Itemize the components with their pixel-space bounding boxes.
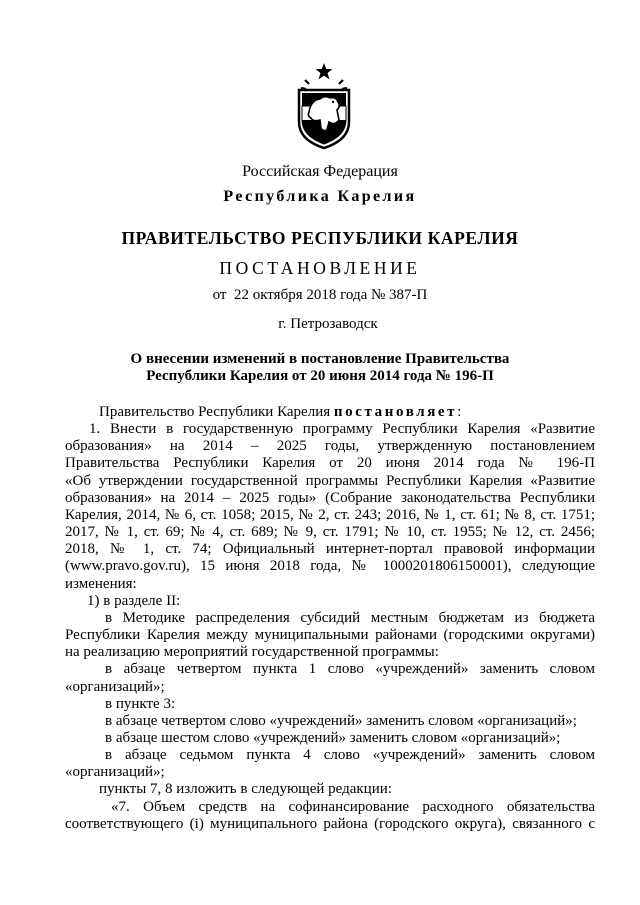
paragraph-10 — [65, 799, 595, 833]
paragraph-line: «организаций»; — [65, 764, 165, 781]
paragraph-line: в абзаце седьмом пункта 4 слово «учреждений» заменить словом — [105, 747, 595, 764]
document-body — [65, 404, 595, 833]
paragraph-2: 1) в разделе II: — [87, 592, 181, 609]
intro-paragraph — [65, 404, 595, 421]
document-city: г. Петрозаводск — [278, 316, 378, 332]
paragraph-line: Карелия, 2014, № 6, ст. 1058; 2015, № 2, ст. 243; 2016, № 1, ст. 61; № 8, ст. 1751; — [65, 506, 595, 523]
paragraph-line: 2017, № 1, ст. 69; № 4, ст. 689; № 9, ст. 1791; № 10, ст. 1955; № 12, ст. 2456; — [65, 524, 595, 541]
paragraph-line: (www.pravo.gov.ru), 15 июня 2018 года, № 1000201806150001), следующие — [65, 558, 595, 575]
intro-text: Правительство Республики Карелия — [99, 404, 334, 420]
title-line: Республики Карелия от 20 июня 2014 года № 196-П — [146, 368, 494, 384]
paragraph-line: изменения: — [65, 575, 137, 592]
paragraph-line: «7. Объем средств на софинансирование расходного обязательства — [111, 798, 595, 815]
paragraph-line: образования» на 2014 – 2025 годы, утвержденную постановлением — [65, 438, 595, 455]
karelia-coat-of-arms-icon — [293, 62, 355, 150]
title-line: О внесении изменений в постановление Правительства — [130, 351, 510, 367]
paragraph-1 — [65, 421, 595, 593]
paragraph-line: 1. Внести в государственную программу Республики Карелия «Развитие — [89, 421, 595, 438]
paragraph-line: в абзаце четвертом пункта 1 слово «учреждений» заменить словом — [105, 661, 595, 678]
paragraph-line: Республики Карелия между муниципальными районами (городскими округами) — [65, 627, 595, 644]
paragraph-7: в абзаце шестом слово «учреждений» заменить словом «организаций»; — [105, 729, 561, 746]
document-date: от 22 октября 2018 года № 387-П — [212, 287, 428, 303]
paragraph-line: на реализацию мероприятий государственной программы: — [65, 644, 439, 661]
paragraph-line: «Об утверждении государственной программы Республики Карелия «Развитие — [65, 472, 595, 489]
paragraph-3 — [65, 610, 595, 661]
paragraph-line: соответствующего (i) муниципального района (городского округа), связанного с — [65, 815, 595, 832]
intro-colon: : — [457, 404, 462, 420]
paragraph-line: в Методике распределения субсидий местным бюджетам из бюджета — [105, 609, 595, 626]
paragraph-line: 2018, № 1, ст. 74; Официальный интернет-портал правовой информации — [65, 541, 595, 558]
paragraph-8 — [65, 747, 595, 781]
paragraph-line: образования» на 2014 – 2025 годы» (Собрание законодательства Республики — [65, 489, 595, 506]
intro-keyword: постановляет — [333, 404, 458, 420]
paragraph-9: пункты 7, 8 изложить в следующей редакции: — [99, 781, 392, 798]
paragraph-4 — [65, 661, 595, 695]
paragraph-5: в пункте 3: — [105, 695, 176, 712]
paragraph-6: в абзаце четвертом слово «учреждений» заменить словом «организаций»; — [105, 712, 577, 729]
document-title — [0, 351, 640, 385]
government-name: ПРАВИТЕЛЬСТВО РЕСПУБЛИКИ КАРЕЛИЯ — [121, 228, 519, 248]
document-kind: ПОСТАНОВЛЕНИЕ — [219, 258, 421, 278]
country-name: Российская Федерация — [242, 163, 398, 180]
paragraph-line: Правительства Республики Карелия от 20 июня 2014 года № 196-П — [65, 455, 595, 472]
republic-name: Республика Карелия — [223, 188, 417, 205]
paragraph-line: «организаций»; — [65, 678, 165, 695]
